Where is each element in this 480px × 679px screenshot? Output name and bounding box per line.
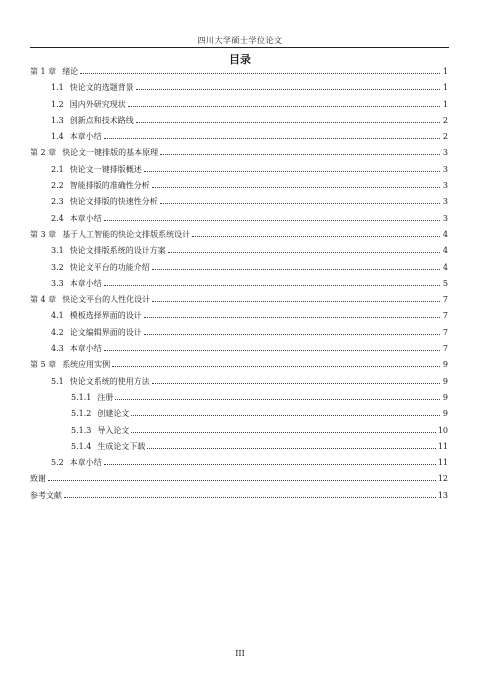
toc-entry[interactable] <box>30 196 448 212</box>
toc-entry-page: 9 <box>442 409 448 419</box>
table-of-contents <box>30 66 448 506</box>
toc-entry-page: 3 <box>442 181 448 191</box>
toc-entry-title: 快论文一键排版概述 <box>69 164 142 174</box>
toc-entry-number: 1.1 <box>51 83 64 93</box>
toc-entry[interactable] <box>30 310 448 326</box>
dot-leader <box>152 295 440 302</box>
toc-entry-title: 快论文排版系统的设计方案 <box>69 246 166 256</box>
toc-entry-number: 3.2 <box>51 262 64 272</box>
toc-entry-number: 第 3 章 <box>30 229 57 239</box>
toc-entry-title: 本章小结 <box>69 213 102 223</box>
toc-entry-page: 5 <box>442 278 448 288</box>
dot-leader <box>104 279 440 286</box>
toc-entry-title: 快论文系统的使用方法 <box>69 376 150 386</box>
dot-leader <box>192 230 440 237</box>
dot-leader <box>144 328 440 335</box>
dot-leader <box>144 311 440 318</box>
toc-entry[interactable] <box>30 441 448 457</box>
toc-entry-number: 1.4 <box>51 132 64 142</box>
dot-leader <box>104 132 440 139</box>
toc-entry-number: 2.3 <box>51 197 64 207</box>
toc-entry-title: 快论文平台的人性化设计 <box>62 295 151 305</box>
toc-entry-number: 4.3 <box>51 344 64 354</box>
toc-entry[interactable] <box>30 490 448 506</box>
dot-leader <box>112 360 440 367</box>
toc-entry[interactable] <box>30 327 448 343</box>
toc-entry-title: 快论文平台的功能介绍 <box>69 262 150 272</box>
toc-entry-number: 5.1.1 <box>71 392 92 402</box>
dot-leader <box>152 181 440 188</box>
toc-entry-page: 7 <box>442 295 448 305</box>
toc-entry-title: 本章小结 <box>69 458 102 468</box>
toc-entry-title: 快论文排版的快速性分析 <box>69 197 158 207</box>
toc-entry[interactable] <box>30 425 448 441</box>
dot-leader <box>147 442 435 449</box>
toc-entry-title: 致谢 <box>30 474 46 484</box>
dot-leader <box>104 344 440 351</box>
toc-entry-page: 3 <box>442 197 448 207</box>
toc-entry-page: 3 <box>442 148 448 158</box>
toc-entry-number: 第 1 章 <box>30 67 57 76</box>
toc-entry-page: 4 <box>442 229 448 239</box>
dot-leader <box>128 100 440 107</box>
dot-leader <box>115 393 440 400</box>
toc-entry[interactable] <box>30 392 448 408</box>
toc-entry-number: 1.2 <box>51 99 64 109</box>
toc-entry-title: 本章小结 <box>69 132 102 142</box>
dot-leader <box>80 67 440 74</box>
toc-entry-page: 10 <box>437 425 448 435</box>
toc-entry-page: 4 <box>442 246 448 256</box>
dot-leader <box>104 458 436 465</box>
toc-entry-number: 5.2 <box>51 458 64 468</box>
toc-entry-title: 论文编辑界面的设计 <box>69 327 142 337</box>
toc-entry[interactable] <box>30 213 448 229</box>
toc-entry-title: 国内外研究现状 <box>69 99 126 109</box>
toc-entry-title: 系统应用实例 <box>62 360 111 370</box>
toc-entry-title: 基于人工智能的快论文排版系统设计 <box>62 229 191 239</box>
toc-entry[interactable] <box>30 278 448 294</box>
toc-entry[interactable] <box>30 180 448 196</box>
toc-entry-number: 1.3 <box>51 115 64 125</box>
toc-entry[interactable] <box>30 115 448 131</box>
toc-entry[interactable] <box>30 408 448 424</box>
toc-entry-page: 3 <box>442 164 448 174</box>
toc-entry-page: 2 <box>442 132 448 142</box>
toc-entry[interactable] <box>30 359 448 375</box>
dot-leader <box>144 165 440 172</box>
toc-entry-number: 5.1.4 <box>71 441 92 451</box>
dot-leader <box>64 491 436 498</box>
dot-leader <box>48 474 436 481</box>
running-header: 四川大学硕士学位论文 <box>197 36 283 45</box>
toc-entry-title: 参考文献 <box>30 490 62 500</box>
toc-entry[interactable] <box>30 131 448 147</box>
toc-entry-number: 4.2 <box>51 327 64 337</box>
page-number: III <box>235 649 245 658</box>
dot-leader <box>104 214 440 221</box>
toc-entry-title: 注册 <box>97 392 114 402</box>
dot-leader <box>131 409 440 416</box>
dot-leader <box>136 83 440 90</box>
toc-entry-page: 11 <box>437 441 448 451</box>
dot-leader <box>160 197 440 204</box>
toc-entry[interactable] <box>30 457 448 473</box>
dot-leader <box>168 246 440 253</box>
toc-entry-number: 5.1.3 <box>71 425 92 435</box>
toc-entry-number: 4.1 <box>51 311 64 321</box>
toc-entry-page: 4 <box>442 262 448 272</box>
toc-entry[interactable] <box>30 245 448 261</box>
toc-entry[interactable] <box>30 262 448 278</box>
toc-entry-title: 绪论 <box>62 67 79 76</box>
toc-entry[interactable] <box>30 376 448 392</box>
toc-entry-number: 第 4 章 <box>30 295 57 305</box>
toc-entry-page: 11 <box>437 458 448 468</box>
toc-entry-number: 5.1 <box>51 376 64 386</box>
toc-entry-number: 2.4 <box>51 213 64 223</box>
toc-entry-page: 9 <box>442 360 448 370</box>
toc-entry-title: 智能排版的准确性分析 <box>69 181 150 191</box>
toc-entry-number: 2.1 <box>51 164 64 174</box>
toc-entry-number: 第 2 章 <box>30 148 57 158</box>
toc-title: 目录 <box>229 53 251 66</box>
toc-entry-page: 13 <box>437 490 448 500</box>
toc-entry-page: 7 <box>442 327 448 337</box>
toc-entry-title: 本章小结 <box>69 344 102 354</box>
toc-entry-title: 生成论文下载 <box>97 441 146 451</box>
toc-entry[interactable] <box>30 229 448 245</box>
toc-entry-number: 3.3 <box>51 278 64 288</box>
toc-entry-title: 模板选择界面的设计 <box>69 311 142 321</box>
dot-leader <box>160 148 440 155</box>
toc-entry-number: 第 5 章 <box>30 360 57 370</box>
dot-leader <box>136 116 440 123</box>
toc-entry-title: 快论文的选题背景 <box>69 83 134 93</box>
toc-entry-page: 7 <box>442 344 448 354</box>
header-rule <box>30 47 449 48</box>
toc-entry-page: 1 <box>442 83 448 93</box>
toc-entry-title: 本章小结 <box>69 278 102 288</box>
dot-leader <box>131 426 435 433</box>
toc-entry-title: 创建论文 <box>97 409 130 419</box>
toc-entry-page: 12 <box>437 474 448 484</box>
toc-entry[interactable] <box>30 99 448 115</box>
toc-entry[interactable] <box>30 66 448 82</box>
toc-entry-page: 1 <box>442 67 448 76</box>
toc-entry-title: 快论文一键排版的基本原理 <box>62 148 159 158</box>
toc-entry-title: 导入论文 <box>97 425 130 435</box>
toc-entry[interactable] <box>30 82 448 98</box>
toc-entry-page: 3 <box>442 213 448 223</box>
toc-entry-number: 3.1 <box>51 246 64 256</box>
toc-entry-page: 9 <box>442 376 448 386</box>
toc-entry-page: 1 <box>442 99 448 109</box>
toc-entry-page: 2 <box>442 115 448 125</box>
toc-entry-number: 5.1.2 <box>71 409 92 419</box>
toc-entry-number: 2.2 <box>51 181 64 191</box>
toc-entry[interactable] <box>30 343 448 359</box>
toc-entry[interactable] <box>30 147 448 163</box>
dot-leader <box>152 263 440 270</box>
toc-entry-page: 7 <box>442 311 448 321</box>
toc-entry[interactable] <box>30 473 448 489</box>
toc-entry[interactable] <box>30 294 448 310</box>
dot-leader <box>152 377 440 384</box>
toc-entry-title: 创新点和技术路线 <box>69 115 134 125</box>
toc-entry[interactable] <box>30 164 448 180</box>
toc-entry-page: 9 <box>442 392 448 402</box>
